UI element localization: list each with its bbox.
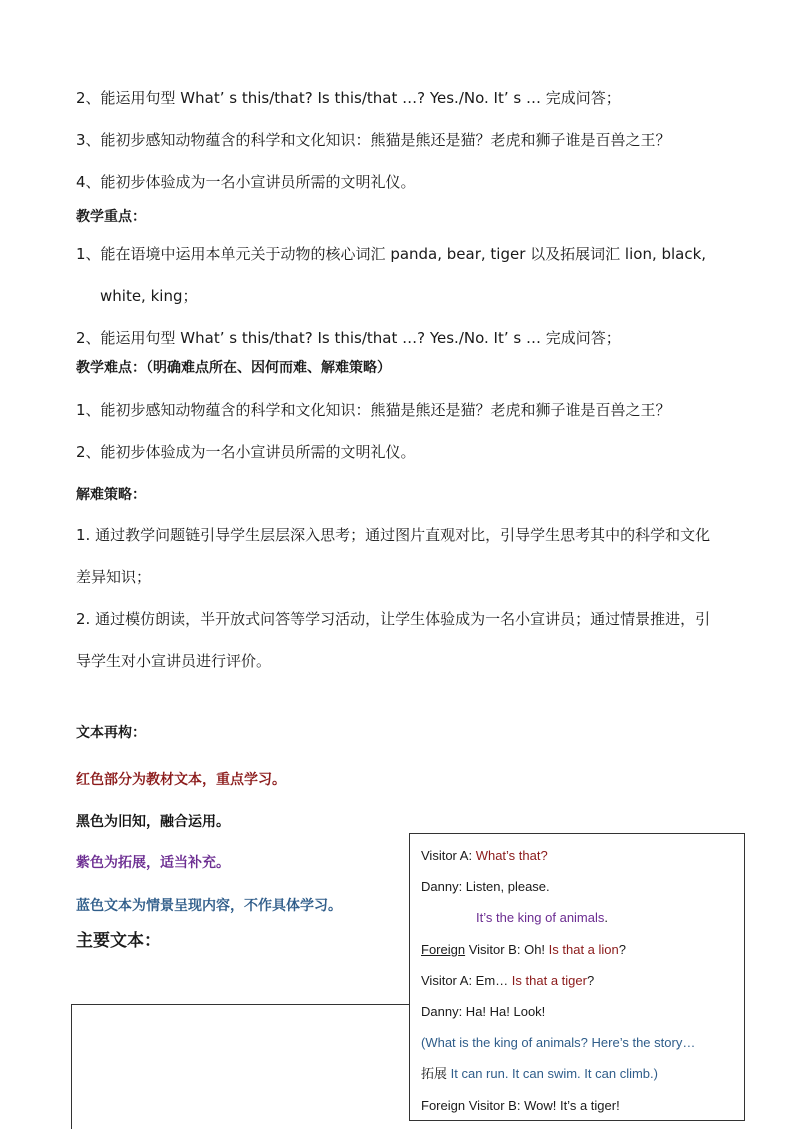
strategy-2-line-1: 2. 通过模仿朗读，半开放式问答等学习活动，让学生体验成为一名小宣讲员；通过情景推进，引 [76, 610, 711, 628]
textbook-text: What’s that? [475, 848, 548, 863]
blue-note: 蓝色文本为情景呈现内容，不作具体学习。 [76, 898, 342, 914]
strategy-1-line-1: 1. 通过教学问题链引导学生层层深入思考；通过图片直观对比，引导学生思考其中的科学和文化 [76, 526, 711, 544]
purple-note: 紫色为拓展，适当补充。 [76, 855, 230, 871]
difficulties-heading: 教学难点：（明确难点所在、因何而难、解难策略） [76, 360, 391, 376]
objective-4: 4、能初步体验成为一名小宣讲员所需的文明礼仪。 [76, 173, 416, 191]
difficulty-1: 1、能初步感知动物蕴含的科学和文化知识：熊猫是熊还是猫？老虎和狮子谁是百兽之王？ [76, 401, 671, 419]
strategy-heading: 解难策略： [76, 487, 146, 503]
rebuild-heading: 文本再构： [76, 725, 146, 741]
difficulty-2: 2、能初步体验成为一名小宣讲员所需的文明礼仪。 [76, 443, 416, 461]
scene-text: It can run. It can swim. It can climb.) [450, 1066, 658, 1081]
foreign-word: Foreign [421, 942, 466, 957]
strategy-2-line-2: 导学生对小宣讲员进行评价。 [76, 652, 272, 670]
extension-label: 拓展 [421, 1066, 451, 1081]
dialogue-line-5: Visitor A: Em… Is that a tiger? [421, 973, 595, 988]
dialogue-box [409, 833, 745, 1121]
key-point-2: 2、能运用句型 What’ s this/that? Is this/that …? Yes./No. It’ s … 完成问答； [76, 329, 621, 347]
key-point-1-line-1: 1、能在语境中运用本单元关于动物的核心词汇 panda, bear, tiger 以及拓展词汇 lion, black, [76, 245, 707, 263]
dialogue-line-1 [421, 847, 548, 865]
key-point-1-line-2: white, king； [100, 287, 198, 305]
red-note: 红色部分为教材文本，重点学习。 [76, 772, 286, 788]
dialogue-line-6: Danny: Ha! Ha! Look! [421, 1004, 546, 1019]
textbook-text: Is that a tiger [511, 973, 587, 988]
objective-3: 3、能初步感知动物蕴含的科学和文化知识：熊猫是熊还是猫？老虎和狮子谁是百兽之王？ [76, 131, 671, 149]
key-points-heading: 教学重点： [76, 209, 146, 225]
speaker: Visitor A: [421, 848, 476, 863]
black-note: 黑色为旧知，融合运用。 [76, 814, 230, 830]
dialogue-line-9: Foreign Visitor B: Wow! It’s a tiger! [421, 1098, 620, 1113]
speaker: Visitor A: Em… [421, 973, 512, 988]
speaker: Visitor B: Oh! [465, 942, 549, 957]
main-text-heading: 主要文本： [76, 931, 161, 951]
main-text-outline [71, 1004, 411, 1129]
dialogue-line-8 [421, 1065, 658, 1083]
strategy-1-line-2: 差异知识； [76, 568, 152, 586]
dialogue-line-4: Foreign Visitor B: Oh! Is that a lion? [421, 942, 626, 957]
dialogue-line-7: (What is the king of animals? Here’s the story… [421, 1035, 696, 1050]
dialogue-line-3: It’s the king of animals. [476, 910, 609, 925]
dialogue-line-2: Danny: Listen, please. [421, 879, 550, 894]
extension-text: It’s the king of animals [476, 910, 605, 925]
objective-2: 2、能运用句型 What’ s this/that? Is this/that …? Yes./No. It’ s … 完成问答； [76, 89, 621, 107]
textbook-text: Is that a lion [548, 942, 619, 957]
